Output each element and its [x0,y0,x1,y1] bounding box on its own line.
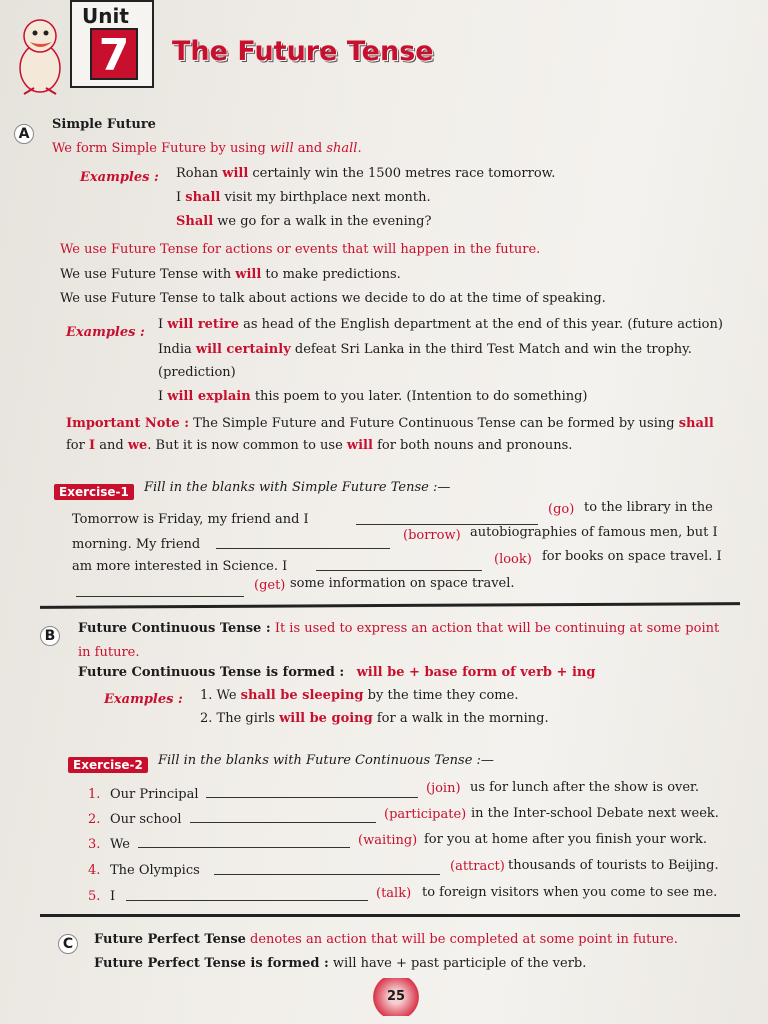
use-1: We use Future Tense for actions or events that will happen in the future. [60,242,541,257]
section-b-desc-cont: in future. [78,645,140,660]
ex2-blank-4[interactable] [214,874,440,875]
examples-label-2: Examples : [66,325,145,340]
section-a-marker: A [14,124,34,144]
ex2-start-3: We [110,837,130,852]
unit-number: 7 [90,28,138,80]
important-note-line-1: Important Note : The Simple Future and Future Continuous Tense can be formed by using shall [66,416,714,431]
section-b-examples-label: Examples : [104,692,183,707]
exercise-2-instruction: Fill in the blanks with Future Continuous Tense :— [158,753,494,768]
example-2: I shall visit my birthplace next month. [176,190,431,205]
example2-3: I will explain this poem to you later. (Intention to do something) [158,389,588,404]
ex2-num-2: 2. [88,812,101,827]
divider-1 [40,602,740,609]
use-3: We use Future Tense to talk about actions we decide to do at the time of speaking. [60,291,606,306]
section-b-marker: B [40,626,60,646]
ex2-hint-4: (attract) [450,859,505,874]
ex2-hint-5: (talk) [376,886,412,901]
example2-2-cont: (prediction) [158,365,236,380]
ex2-start-4: The Olympics [110,863,200,878]
section-c-line-1: Future Perfect Tense denotes an action that will be completed at some point in future. [94,932,678,947]
ex1-line-3-end: for books on space travel. I [542,549,722,564]
ex1-line-2-end: autobiographies of famous men, but I [470,525,718,540]
ex1-line-3-start: am more interested in Science. I [72,559,288,574]
unit-badge [70,0,154,88]
example2-2: India will certainly defeat Sri Lanka in the third Test Match and win the trophy. [158,342,692,357]
ex2-blank-5[interactable] [126,900,368,901]
ex2-hint-3: (waiting) [358,833,418,848]
ex2-num-4: 4. [88,863,101,878]
duck-mascot-icon [10,8,70,98]
ex2-blank-2[interactable] [190,822,376,823]
ex1-hint-4: (get) [254,578,286,593]
section-b-formed: Future Continuous Tense is formed : will be + base form of verb + ing [78,665,596,680]
page-title: The Future Tense [172,36,434,67]
important-note-line-2: for I and we. But it is now common to use will for both nouns and pronouns. [66,438,573,453]
ex2-start-5: I [110,889,116,904]
unit-label: Unit [82,4,129,28]
example-1: Rohan will certainly win the 1500 metres race tomorrow. [176,166,556,181]
section-c-line-2: Future Perfect Tense is formed : will have + past participle of the verb. [94,956,587,971]
ex2-blank-1[interactable] [206,797,418,798]
example2-1: I will retire as head of the English department at the end of this year. (future action) [158,317,723,332]
ex2-num-1: 1. [88,787,101,802]
page-number: 25 [370,978,422,1016]
exercise-1-badge: Exercise-1 [54,484,134,500]
ex1-blank-3[interactable] [316,570,482,571]
ex2-start-2: Our school [110,812,182,827]
use-2: We use Future Tense with will to make predictions. [60,267,401,282]
ex2-end-4: thousands of tourists to Beijing. [508,858,719,873]
exercise-2-badge: Exercise-2 [68,757,148,773]
ex1-blank-4[interactable] [76,596,244,597]
ex1-line-4-end: some information on space travel. [290,576,515,591]
ex2-end-2: in the Inter-school Debate next week. [471,806,719,821]
section-c-marker: C [58,934,78,954]
ex2-end-3: for you at home after you finish your work. [424,832,708,847]
ex1-hint-2: (borrow) [403,528,461,543]
ex2-hint-2: (participate) [384,807,467,822]
section-b-example-1: 1. We shall be sleeping by the time they come. [200,688,519,703]
ex2-num-5: 5. [88,889,101,904]
divider-2 [40,914,740,917]
ex1-line-2-start: morning. My friend [72,537,201,552]
ex2-start-1: Our Principal [110,787,199,802]
ex2-end-5: to foreign visitors when you come to see me. [422,885,718,900]
section-a-intro: We form Simple Future by using will and shall. [52,141,362,156]
examples-label-1: Examples : [80,170,159,185]
ex1-hint-1: (go) [548,502,575,517]
ex2-hint-1: (join) [426,781,461,796]
section-b-heading-line: Future Continuous Tense : It is used to express an action that will be continuing at some point [78,621,720,636]
exercise-1-instruction: Fill in the blanks with Simple Future Tense :— [144,480,451,495]
section-a-heading: Simple Future [52,117,156,132]
ex1-hint-3: (look) [494,552,532,567]
ex1-line-1-end: to the library in the [584,500,713,515]
ex1-line-1-start: Tomorrow is Friday, my friend and I [72,512,309,527]
section-b-example-2: 2. The girls will be going for a walk in the morning. [200,711,549,726]
ex2-blank-3[interactable] [138,847,350,848]
ex2-num-3: 3. [88,837,101,852]
example-3: Shall we go for a walk in the evening? [176,214,432,229]
ex1-blank-2[interactable] [216,548,390,549]
ex2-end-1: us for lunch after the show is over. [470,780,699,795]
